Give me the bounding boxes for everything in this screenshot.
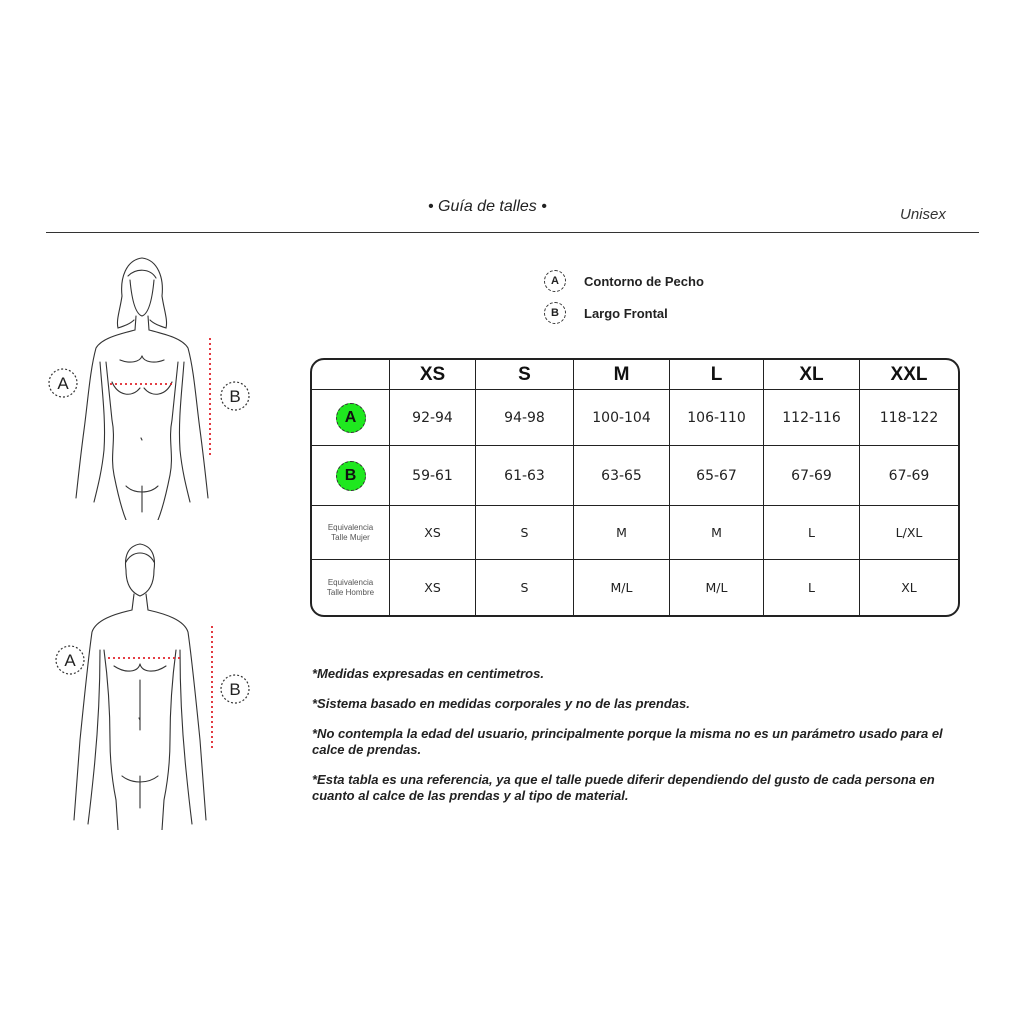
woman-badge-b xyxy=(221,382,249,410)
row-badge-cell-a xyxy=(312,390,390,446)
woman-badge-a xyxy=(49,369,77,397)
table-cell: M/L xyxy=(574,560,670,615)
header-divider xyxy=(46,232,979,233)
table-cell: L xyxy=(764,506,860,560)
table-cell: 118-122 xyxy=(860,390,958,446)
table-row-men-equivalence xyxy=(312,560,958,615)
table-cell: 92-94 xyxy=(390,390,476,446)
table-cell: M xyxy=(574,506,670,560)
table-cell: 63-65 xyxy=(574,446,670,506)
row-label-women xyxy=(312,506,390,560)
man-badge-b xyxy=(221,675,249,703)
size-table xyxy=(310,358,960,617)
legend-label-length: Largo Frontal xyxy=(584,305,668,321)
row-badge-b: B xyxy=(336,461,366,491)
table-row-length xyxy=(312,446,958,506)
table-cell: XL xyxy=(901,580,917,595)
size-header-s: S xyxy=(476,360,574,390)
page-title: • Guía de talles • xyxy=(428,198,547,215)
woman-badge-a-text: A xyxy=(57,374,69,393)
table-cell: XS xyxy=(390,506,476,560)
row-badge-a: A xyxy=(336,403,366,433)
man-badge-b-text: B xyxy=(229,680,241,699)
size-header-xxl: XXL xyxy=(860,360,958,390)
legend-badge-b: B xyxy=(544,302,566,324)
legend-item-a xyxy=(544,265,704,297)
table-cell: XS xyxy=(390,560,476,615)
row-label-men-line2: Talle Hombre xyxy=(326,587,375,597)
table-cell: 61-63 xyxy=(476,446,574,506)
row-label-women-line1: Equivalencia xyxy=(327,522,374,532)
table-cell: S xyxy=(476,560,574,615)
size-header-m: M xyxy=(574,360,670,390)
table-cell: 106-110 xyxy=(670,390,764,446)
woman-badge-b-text: B xyxy=(229,387,241,406)
table-cell: S xyxy=(476,506,574,560)
table-row-women-equivalence xyxy=(312,506,958,560)
man-badge-a xyxy=(56,646,84,674)
size-header-xl: XL xyxy=(764,360,860,390)
note-body-measures: *Sistema basado en medidas corporales y no de las prendas. xyxy=(312,696,690,711)
man-figure xyxy=(40,540,270,830)
table-cell: 94-98 xyxy=(476,390,574,446)
table-cell: M xyxy=(670,506,764,560)
table-cell: M/L xyxy=(670,560,764,615)
table-cell: L xyxy=(764,560,860,615)
header-corner-cell xyxy=(312,360,390,390)
man-badge-a-text: A xyxy=(64,651,76,670)
woman-figure xyxy=(40,250,270,520)
row-label-men xyxy=(312,560,390,615)
table-cell: 112-116 xyxy=(764,390,860,446)
legend-item-b xyxy=(544,297,704,329)
table-cell: 65-67 xyxy=(670,446,764,506)
note-units: *Medidas expresadas en centimetros. xyxy=(312,666,544,681)
table-cell: 67-69 xyxy=(860,446,958,506)
size-header-l: L xyxy=(670,360,764,390)
table-cell: 67-69 xyxy=(764,446,860,506)
size-header-xs: XS xyxy=(390,360,476,390)
table-cell: L/XL xyxy=(860,506,958,560)
unisex-label: Unisex xyxy=(900,206,946,223)
measurement-legend xyxy=(544,265,704,329)
legend-label-chest: Contorno de Pecho xyxy=(584,273,704,289)
notes-section xyxy=(312,666,972,818)
note-age: *No contempla la edad del usuario, principalmente porque la misma no es un parámetro usado para el calce de prendas. xyxy=(312,726,943,757)
legend-badge-a: A xyxy=(544,270,566,292)
table-row-chest xyxy=(312,390,958,446)
table-cell: 59-61 xyxy=(390,446,476,506)
note-reference: *Esta tabla es una referencia, ya que el talle puede diferir dependiendo del gusto de cada persona en cuanto al calce de las prendas y al tipo de material. xyxy=(312,772,935,803)
row-label-men-line1: Equivalencia xyxy=(327,577,374,587)
row-badge-cell-b xyxy=(312,446,390,506)
row-label-women-line2: Talle Mujer xyxy=(331,532,370,542)
size-header-row xyxy=(312,360,958,390)
table-cell: 100-104 xyxy=(574,390,670,446)
